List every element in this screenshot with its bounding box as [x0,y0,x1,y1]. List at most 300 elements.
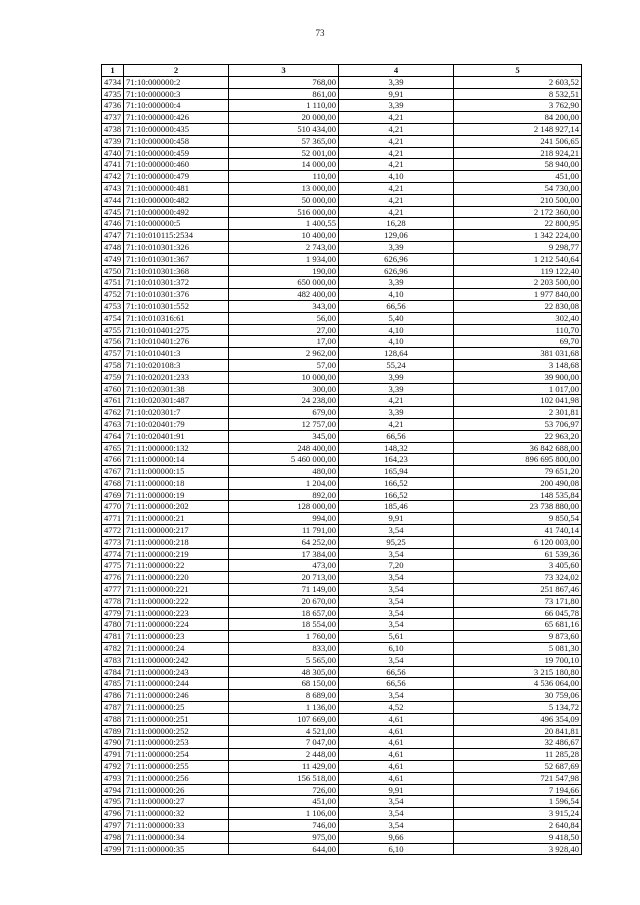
cadastral-number-cell: 71:10:000000:4 [124,100,229,112]
table-row [102,289,582,301]
cadastral-number-cell: 71:10:020401:91 [124,430,229,442]
area-cell: 1 204,00 [229,477,339,489]
area-cell: 7 047,00 [229,737,339,749]
cadastral-number-cell: 71:11:000000:252 [124,725,229,737]
cadastral-value-cell: 3 148,68 [454,359,582,371]
row-number-cell: 4745 [102,206,124,218]
table-row [102,265,582,277]
specific-value-cell: 6,10 [339,843,454,855]
specific-value-cell: 4,10 [339,324,454,336]
table-row [102,76,582,88]
specific-value-cell: 3,39 [339,277,454,289]
cadastral-value-cell: 22 830,08 [454,300,582,312]
cadastral-number-cell: 71:11:000000:251 [124,713,229,725]
specific-value-cell: 3,54 [339,595,454,607]
cadastral-number-cell: 71:11:000000:22 [124,560,229,572]
cadastral-value-cell: 73 171,80 [454,595,582,607]
area-cell: 8 689,00 [229,690,339,702]
row-number-cell: 4774 [102,548,124,560]
specific-value-cell: 6,10 [339,643,454,655]
table-row [102,324,582,336]
row-number-cell: 4754 [102,312,124,324]
cadastral-value-cell: 2 172 360,00 [454,206,582,218]
specific-value-cell: 3,54 [339,808,454,820]
specific-value-cell: 4,21 [339,159,454,171]
cadastral-number-cell: 71:11:000000:21 [124,513,229,525]
row-number-cell: 4762 [102,407,124,419]
cadastral-value-cell: 148 535,84 [454,489,582,501]
cadastral-value-cell: 41 740,14 [454,525,582,537]
specific-value-cell: 4,10 [339,289,454,301]
cadastral-number-cell: 71:10:010401:276 [124,336,229,348]
cadastral-value-cell: 66 045,78 [454,607,582,619]
table-row [102,831,582,843]
cadastral-value-cell: 3 405,60 [454,560,582,572]
cadastral-number-cell: 71:11:000000:244 [124,678,229,690]
cadastral-value-cell: 5 134,72 [454,702,582,714]
row-number-cell: 4765 [102,442,124,454]
row-number-cell: 4738 [102,123,124,135]
table-row [102,383,582,395]
cadastral-value-cell: 218 924,21 [454,147,582,159]
specific-value-cell: 166,52 [339,489,454,501]
cadastral-value-cell: 53 706,97 [454,418,582,430]
row-number-cell: 4749 [102,253,124,265]
table-row [102,808,582,820]
specific-value-cell: 3,99 [339,371,454,383]
row-number-cell: 4777 [102,584,124,596]
area-cell: 57,00 [229,359,339,371]
area-cell: 20 713,00 [229,572,339,584]
specific-value-cell: 166,52 [339,477,454,489]
row-number-cell: 4748 [102,241,124,253]
cadastral-value-cell: 1 017,00 [454,383,582,395]
cadastral-number-cell: 71:11:000000:33 [124,820,229,832]
specific-value-cell: 3,39 [339,100,454,112]
cadastral-number-cell: 71:11:000000:132 [124,442,229,454]
cadastral-value-cell: 4 536 064,00 [454,678,582,690]
cadastral-value-cell: 58 940,00 [454,159,582,171]
table-row [102,371,582,383]
specific-value-cell: 4,61 [339,725,454,737]
row-number-cell: 4759 [102,371,124,383]
area-cell: 975,00 [229,831,339,843]
cadastral-value-cell: 11 285,28 [454,749,582,761]
table-body [102,76,582,855]
table-row [102,230,582,242]
cadastral-number-cell: 71:11:000000:220 [124,572,229,584]
specific-value-cell: 3,54 [339,619,454,631]
row-number-cell: 4763 [102,418,124,430]
cadastral-value-cell: 210 500,00 [454,194,582,206]
cadastral-value-cell: 2 148 927,14 [454,123,582,135]
specific-value-cell: 4,21 [339,194,454,206]
table-row [102,560,582,572]
cadastral-number-cell: 71:11:000000:255 [124,761,229,773]
table-row [102,442,582,454]
area-cell: 1 136,00 [229,702,339,714]
cadastral-number-cell: 71:10:000000:5 [124,218,229,230]
row-number-cell: 4758 [102,359,124,371]
table-row [102,737,582,749]
row-number-cell: 4771 [102,513,124,525]
area-cell: 451,00 [229,796,339,808]
row-number-cell: 4740 [102,147,124,159]
table-row [102,702,582,714]
cadastral-number-cell: 71:10:000000:435 [124,123,229,135]
cadastral-number-cell: 71:10:000000:482 [124,194,229,206]
table-row [102,690,582,702]
cadastral-value-cell: 3 915,24 [454,808,582,820]
cadastral-value-cell: 1 596,54 [454,796,582,808]
table-row [102,348,582,360]
cadastral-number-cell: 71:11:000000:243 [124,666,229,678]
specific-value-cell: 185,46 [339,501,454,513]
specific-value-cell: 4,21 [339,135,454,147]
row-number-cell: 4798 [102,831,124,843]
table-row [102,548,582,560]
row-number-cell: 4766 [102,454,124,466]
cadastral-number-cell: 71:10:020401:79 [124,418,229,430]
cadastral-value-cell: 381 031,68 [454,348,582,360]
cadastral-number-cell: 71:11:000000:19 [124,489,229,501]
area-cell: 12 757,00 [229,418,339,430]
cadastral-value-cell: 2 640,84 [454,820,582,832]
table-row [102,336,582,348]
cadastral-number-cell: 71:11:000000:23 [124,631,229,643]
column-header-1: 1 [102,65,124,77]
row-number-cell: 4799 [102,843,124,855]
specific-value-cell: 3,54 [339,548,454,560]
cadastral-value-cell: 721 547,98 [454,772,582,784]
row-number-cell: 4755 [102,324,124,336]
specific-value-cell: 4,61 [339,772,454,784]
cadastral-number-cell: 71:10:000000:2 [124,76,229,88]
cadastral-value-cell: 241 506,65 [454,135,582,147]
cadastral-value-cell: 1 977 840,00 [454,289,582,301]
area-cell: 5 460 000,00 [229,454,339,466]
area-cell: 50 000,00 [229,194,339,206]
row-number-cell: 4760 [102,383,124,395]
cadastral-value-table [101,64,582,855]
row-number-cell: 4772 [102,525,124,537]
table-row [102,418,582,430]
specific-value-cell: 3,39 [339,241,454,253]
table-row [102,678,582,690]
row-number-cell: 4797 [102,820,124,832]
cadastral-number-cell: 71:11:000000:256 [124,772,229,784]
area-cell: 18 657,00 [229,607,339,619]
cadastral-number-cell: 71:11:000000:246 [124,690,229,702]
area-cell: 17 384,00 [229,548,339,560]
specific-value-cell: 66,56 [339,300,454,312]
area-cell: 516 000,00 [229,206,339,218]
area-cell: 57 365,00 [229,135,339,147]
table-row [102,572,582,584]
cadastral-value-cell: 39 900,00 [454,371,582,383]
specific-value-cell: 4,10 [339,336,454,348]
table-row [102,159,582,171]
area-cell: 56,00 [229,312,339,324]
row-number-cell: 4757 [102,348,124,360]
cadastral-number-cell: 71:11:000000:27 [124,796,229,808]
cadastral-value-cell: 22 963,20 [454,430,582,442]
area-cell: 650 000,00 [229,277,339,289]
row-number-cell: 4736 [102,100,124,112]
cadastral-number-cell: 71:11:000000:24 [124,643,229,655]
table-row [102,407,582,419]
row-number-cell: 4743 [102,182,124,194]
cadastral-value-cell: 896 695 800,00 [454,454,582,466]
specific-value-cell: 55,24 [339,359,454,371]
cadastral-number-cell: 71:10:010301:367 [124,253,229,265]
area-cell: 48 305,00 [229,666,339,678]
specific-value-cell: 626,96 [339,253,454,265]
row-number-cell: 4739 [102,135,124,147]
cadastral-value-cell: 119 122,40 [454,265,582,277]
cadastral-number-cell: 71:11:000000:221 [124,584,229,596]
cadastral-number-cell: 71:10:000000:479 [124,171,229,183]
page-number: 73 [315,28,325,38]
specific-value-cell: 4,21 [339,147,454,159]
table-row [102,713,582,725]
row-number-cell: 4778 [102,595,124,607]
table-row [102,501,582,513]
area-cell: 24 238,00 [229,395,339,407]
cadastral-number-cell: 71:10:000000:426 [124,112,229,124]
table-row [102,171,582,183]
row-number-cell: 4737 [102,112,124,124]
specific-value-cell: 3,54 [339,820,454,832]
specific-value-cell: 95,25 [339,536,454,548]
area-cell: 994,00 [229,513,339,525]
table-row [102,536,582,548]
table-row [102,477,582,489]
table-row [102,147,582,159]
area-cell: 4 521,00 [229,725,339,737]
cadastral-value-cell: 22 800,95 [454,218,582,230]
specific-value-cell: 4,61 [339,737,454,749]
table-row [102,666,582,678]
table-row [102,100,582,112]
table-row [102,395,582,407]
row-number-cell: 4781 [102,631,124,643]
table-row [102,761,582,773]
cadastral-value-cell: 9 873,60 [454,631,582,643]
specific-value-cell: 3,54 [339,796,454,808]
cadastral-number-cell: 71:10:010301:372 [124,277,229,289]
cadastral-value-cell: 9 850,54 [454,513,582,525]
cadastral-value-cell: 32 486,67 [454,737,582,749]
cadastral-value-cell: 84 200,00 [454,112,582,124]
cadastral-value-cell: 30 759,06 [454,690,582,702]
row-number-cell: 4788 [102,713,124,725]
row-number-cell: 4769 [102,489,124,501]
cadastral-value-cell: 3 215 180,80 [454,666,582,678]
specific-value-cell: 9,91 [339,88,454,100]
table-row [102,277,582,289]
specific-value-cell: 164,23 [339,454,454,466]
cadastral-number-cell: 71:11:000000:26 [124,784,229,796]
row-number-cell: 4786 [102,690,124,702]
area-cell: 190,00 [229,265,339,277]
cadastral-value-cell: 52 687,69 [454,761,582,773]
table-row [102,218,582,230]
cadastral-number-cell: 71:10:010301:376 [124,289,229,301]
area-cell: 68 150,00 [229,678,339,690]
table-row [102,253,582,265]
cadastral-value-cell: 20 841,81 [454,725,582,737]
table-row [102,300,582,312]
row-number-cell: 4734 [102,76,124,88]
cadastral-value-cell: 23 738 880,00 [454,501,582,513]
row-number-cell: 4747 [102,230,124,242]
area-cell: 156 518,00 [229,772,339,784]
cadastral-value-cell: 9 298,77 [454,241,582,253]
table-row [102,194,582,206]
cadastral-value-cell: 79 651,20 [454,466,582,478]
specific-value-cell: 3,39 [339,76,454,88]
area-cell: 128 000,00 [229,501,339,513]
cadastral-number-cell: 71:10:010301:552 [124,300,229,312]
cadastral-number-cell: 71:10:010301:326 [124,241,229,253]
specific-value-cell: 7,20 [339,560,454,572]
table-row [102,525,582,537]
specific-value-cell: 4,61 [339,761,454,773]
cadastral-number-cell: 71:10:000000:459 [124,147,229,159]
area-cell: 52 001,00 [229,147,339,159]
table-row [102,489,582,501]
table-row [102,584,582,596]
area-cell: 2 962,00 [229,348,339,360]
area-cell: 1 934,00 [229,253,339,265]
row-number-cell: 4756 [102,336,124,348]
cadastral-number-cell: 71:10:010401:275 [124,324,229,336]
area-cell: 27,00 [229,324,339,336]
cadastral-value-cell: 5 081,30 [454,643,582,655]
cadastral-number-cell: 71:11:000000:18 [124,477,229,489]
area-cell: 10 000,00 [229,371,339,383]
row-number-cell: 4794 [102,784,124,796]
table-row [102,466,582,478]
row-number-cell: 4787 [102,702,124,714]
area-cell: 892,00 [229,489,339,501]
cadastral-value-cell: 2 203 500,00 [454,277,582,289]
cadastral-number-cell: 71:11:000000:15 [124,466,229,478]
cadastral-number-cell: 71:11:000000:254 [124,749,229,761]
area-cell: 1 760,00 [229,631,339,643]
specific-value-cell: 16,28 [339,218,454,230]
table-row [102,595,582,607]
row-number-cell: 4767 [102,466,124,478]
specific-value-cell: 3,54 [339,654,454,666]
cadastral-value-cell: 69,70 [454,336,582,348]
table-row [102,654,582,666]
area-cell: 343,00 [229,300,339,312]
row-number-cell: 4780 [102,619,124,631]
specific-value-cell: 9,91 [339,513,454,525]
area-cell: 679,00 [229,407,339,419]
header-row [102,65,582,77]
specific-value-cell: 4,21 [339,112,454,124]
area-cell: 20 000,00 [229,112,339,124]
cadastral-number-cell: 71:10:000000:458 [124,135,229,147]
cadastral-number-cell: 71:11:000000:34 [124,831,229,843]
table-row [102,619,582,631]
specific-value-cell: 626,96 [339,265,454,277]
specific-value-cell: 129,06 [339,230,454,242]
area-cell: 861,00 [229,88,339,100]
row-number-cell: 4752 [102,289,124,301]
area-cell: 345,00 [229,430,339,442]
area-cell: 473,00 [229,560,339,572]
cadastral-number-cell: 71:11:000000:253 [124,737,229,749]
row-number-cell: 4795 [102,796,124,808]
specific-value-cell: 5,40 [339,312,454,324]
row-number-cell: 4741 [102,159,124,171]
specific-value-cell: 4,21 [339,206,454,218]
cadastral-number-cell: 71:10:020201:233 [124,371,229,383]
area-cell: 18 554,00 [229,619,339,631]
specific-value-cell: 3,39 [339,383,454,395]
area-cell: 248 400,00 [229,442,339,454]
area-cell: 833,00 [229,643,339,655]
cadastral-number-cell: 71:10:000000:460 [124,159,229,171]
area-cell: 10 400,00 [229,230,339,242]
cadastral-value-cell: 102 041,98 [454,395,582,407]
area-cell: 110,00 [229,171,339,183]
row-number-cell: 4783 [102,654,124,666]
table-row [102,430,582,442]
column-header-5: 5 [454,65,582,77]
specific-value-cell: 4,21 [339,395,454,407]
row-number-cell: 4779 [102,607,124,619]
cadastral-value-cell: 19 700,10 [454,654,582,666]
row-number-cell: 4742 [102,171,124,183]
cadastral-number-cell: 71:11:000000:217 [124,525,229,537]
cadastral-value-cell: 1 342 224,00 [454,230,582,242]
specific-value-cell: 4,61 [339,749,454,761]
cadastral-value-cell: 9 418,50 [454,831,582,843]
area-cell: 644,00 [229,843,339,855]
cadastral-value-cell: 61 539,36 [454,548,582,560]
area-cell: 1 110,00 [229,100,339,112]
specific-value-cell: 3,54 [339,572,454,584]
column-header-2: 2 [124,65,229,77]
cadastral-value-cell: 302,40 [454,312,582,324]
row-number-cell: 4782 [102,643,124,655]
cadastral-number-cell: 71:11:000000:223 [124,607,229,619]
area-cell: 107 669,00 [229,713,339,725]
cadastral-number-cell: 71:11:000000:202 [124,501,229,513]
cadastral-value-cell: 6 120 003,00 [454,536,582,548]
row-number-cell: 4735 [102,88,124,100]
cadastral-value-cell: 3 928,40 [454,843,582,855]
row-number-cell: 4793 [102,772,124,784]
table-row [102,123,582,135]
specific-value-cell: 148,32 [339,442,454,454]
area-cell: 746,00 [229,820,339,832]
cadastral-number-cell: 71:10:020301:7 [124,407,229,419]
cadastral-number-cell: 71:10:010401:3 [124,348,229,360]
area-cell: 768,00 [229,76,339,88]
area-cell: 510 434,00 [229,123,339,135]
cadastral-number-cell: 71:11:000000:224 [124,619,229,631]
row-number-cell: 4764 [102,430,124,442]
cadastral-value-cell: 110,70 [454,324,582,336]
specific-value-cell: 4,61 [339,713,454,725]
row-number-cell: 4790 [102,737,124,749]
